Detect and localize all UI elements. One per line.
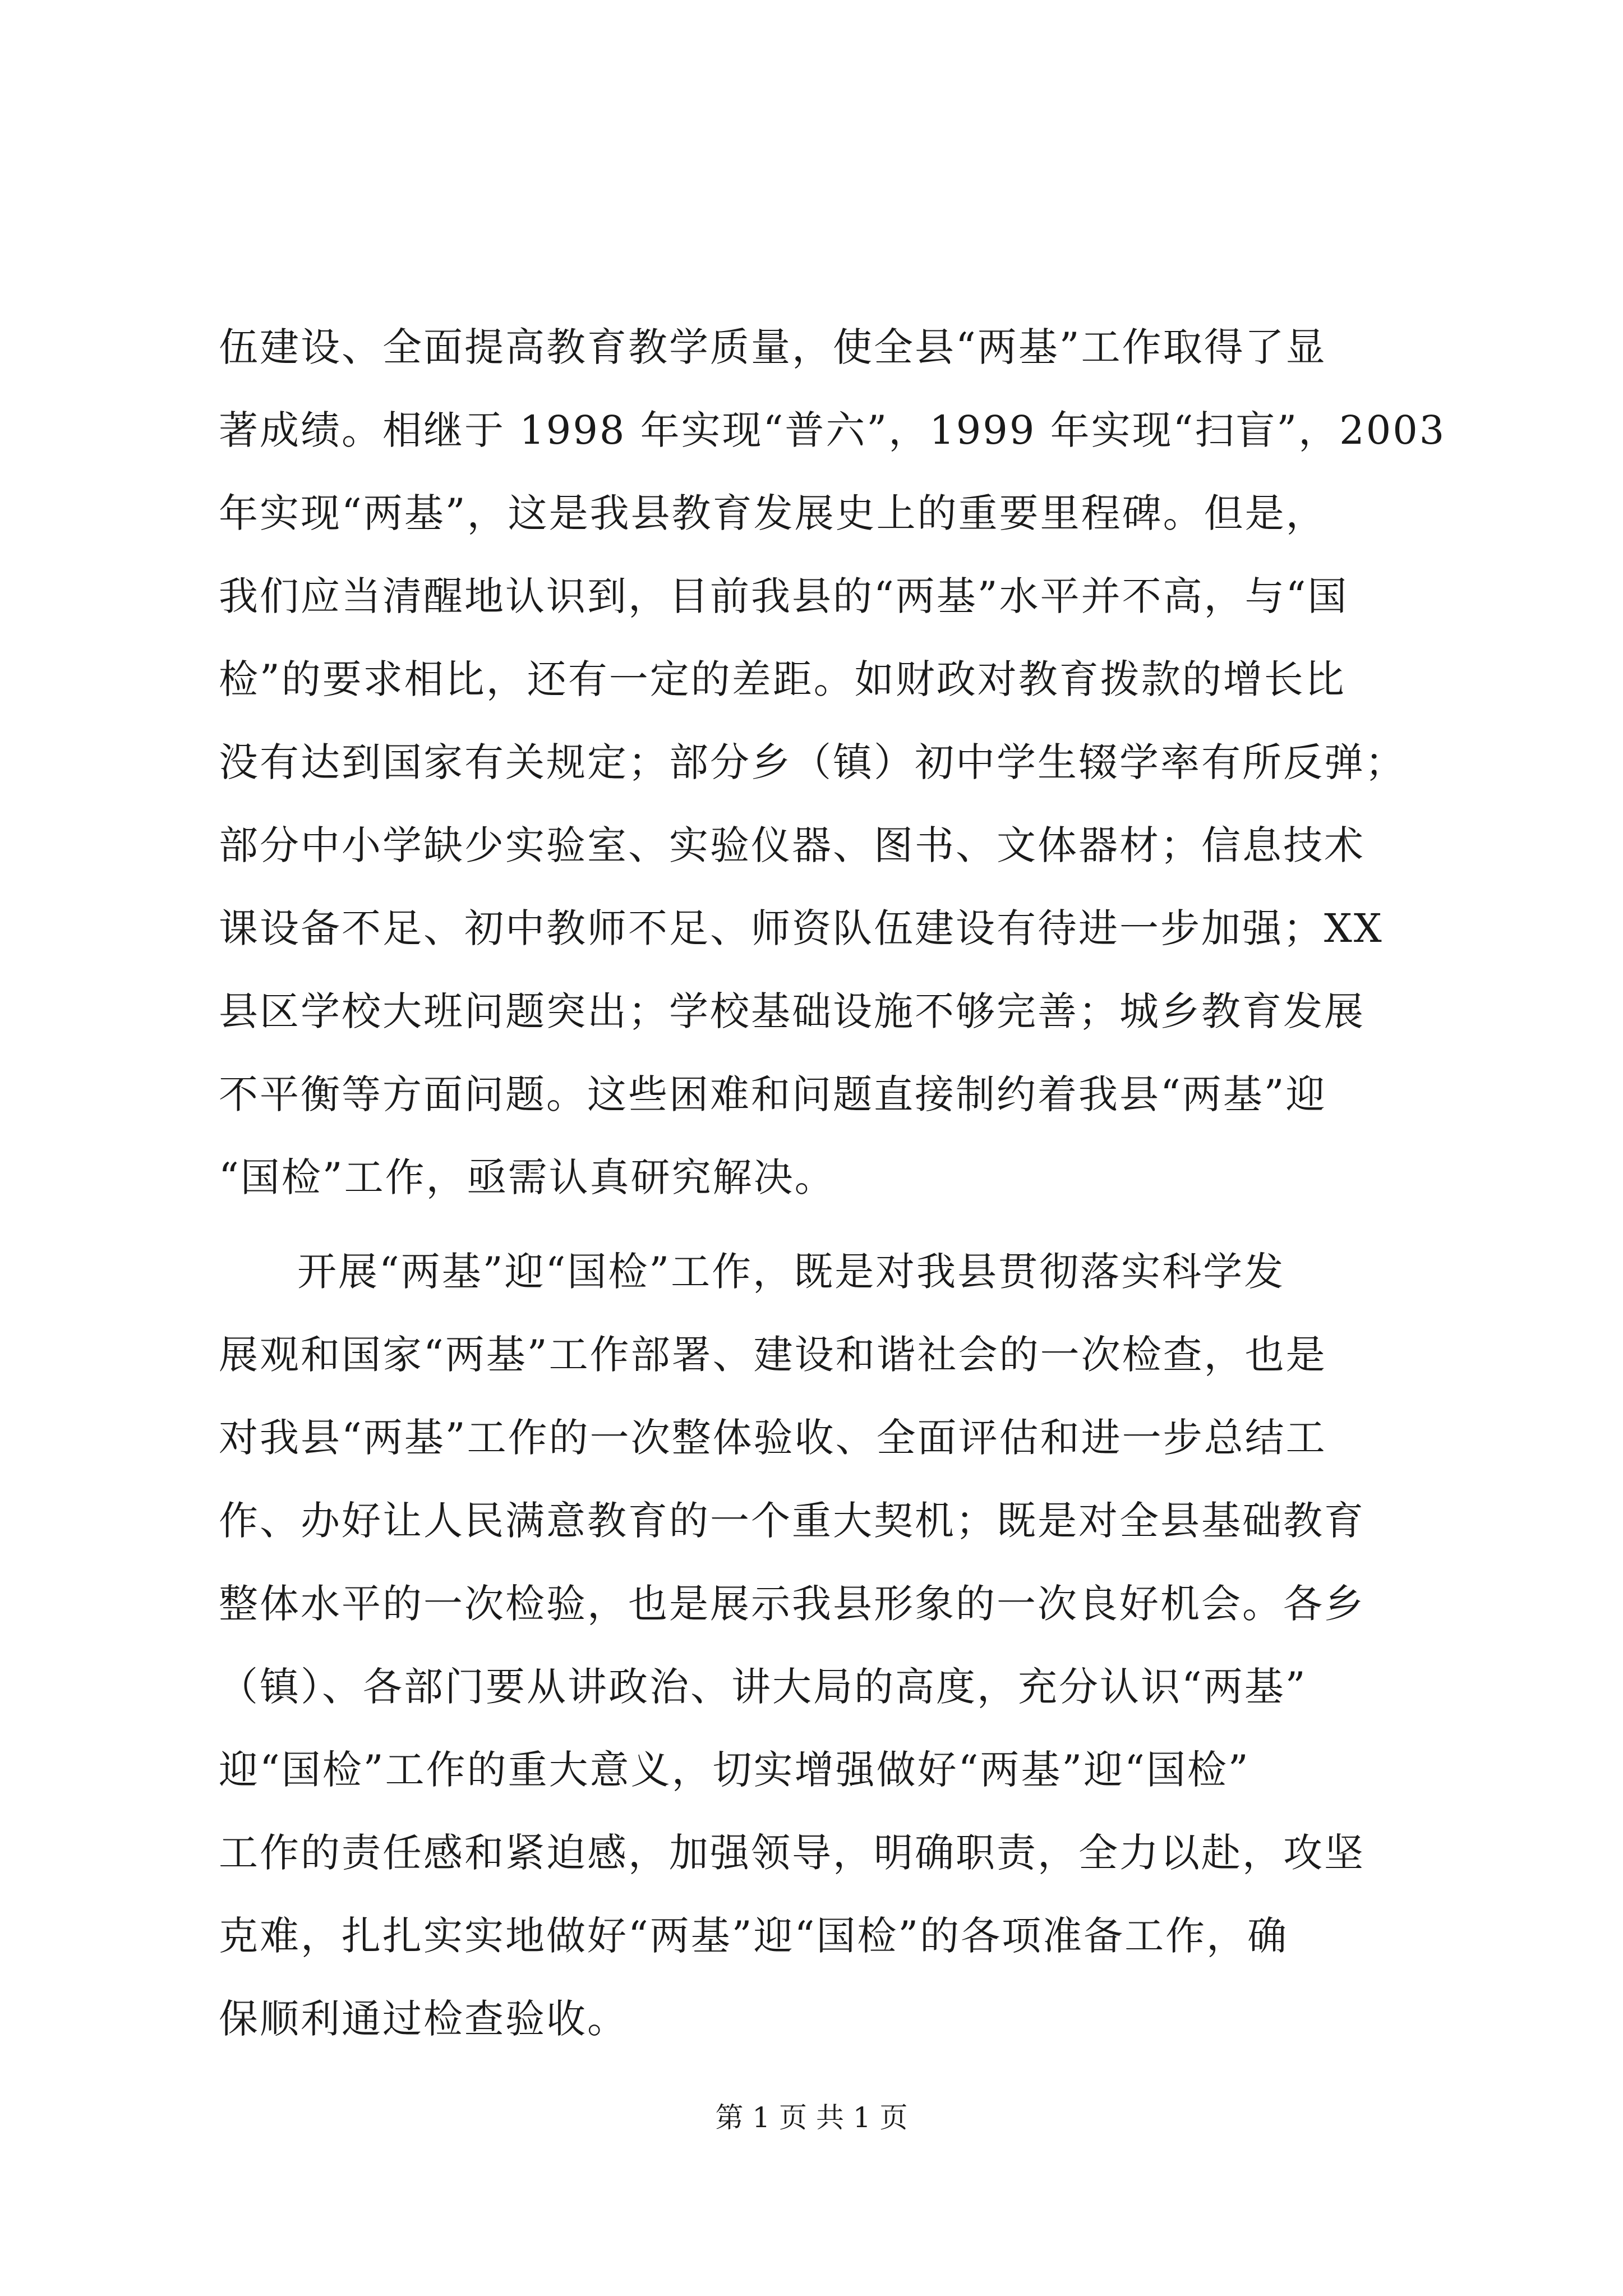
text-line: 迎“国检”工作的重大意义，切实增强做好“两基”迎“国检”	[219, 1747, 1250, 1793]
text-line: 著成绩。相继于 1998 年实现“普六”，1999 年实现“扫盲”，2003	[219, 407, 1446, 453]
text-line: 整体水平的一次检验，也是展示我县形象的一次良好机会。各乡	[219, 1581, 1365, 1627]
page-footer: 第 1 页 共 1 页	[715, 2101, 908, 2134]
text-line: “国检”工作，亟需认真研究解决。	[219, 1154, 836, 1200]
document-body	[219, 306, 1446, 2060]
text-line: （镇）、各部门要从讲政治、讲大局的高度，充分认识“两基”	[219, 1664, 1307, 1710]
text-line: 对我县“两基”工作的一次整体验收、全面评估和进一步总结工	[219, 1415, 1327, 1461]
text-line: 我们应当清醒地认识到，目前我县的“两基”水平并不高，与“国	[219, 573, 1349, 619]
text-line: 伍建设、全面提高教育教学质量，使全县“两基”工作取得了显	[219, 324, 1327, 370]
paragraph	[219, 1230, 1441, 2060]
text-line: 保顺利通过检查验收。	[219, 1996, 628, 2042]
text-line: 不平衡等方面问题。这些困难和问题直接制约着我县“两基”迎	[219, 1071, 1327, 1117]
paragraph	[219, 306, 1446, 1219]
paragraph-gap	[219, 1219, 1441, 1230]
text-line: 没有达到国家有关规定；部分乡（镇）初中学生辍学率有所反弹；	[219, 739, 1406, 785]
text-line: 克难，扎扎实实地做好“两基”迎“国检”的各项准备工作，确	[219, 1913, 1289, 1959]
text-line: 工作的责任感和紧迫感，加强领导，明确职责，全力以赴，攻坚	[219, 1830, 1365, 1876]
text-line: 课设备不足、初中教师不足、师资队伍建设有待进一步加强；XX	[219, 905, 1384, 951]
text-line: 开展“两基”迎“国检”工作，既是对我县贯彻落实科学发	[297, 1249, 1285, 1295]
text-line: 县区学校大班问题突出；学校基础设施不够完善；城乡教育发展	[219, 988, 1365, 1034]
text-line: 作、办好让人民满意教育的一个重大契机；既是对全县基础教育	[219, 1498, 1365, 1544]
text-line: 部分中小学缺少实验室、实验仪器、图书、文体器材；信息技术	[219, 822, 1365, 868]
text-line: 年实现“两基”，这是我县教育发展史上的重要里程碑。但是，	[219, 490, 1327, 536]
text-line: 展观和国家“两基”工作部署、建设和谐社会的一次检查，也是	[219, 1332, 1327, 1378]
text-line: 检”的要求相比，还有一定的差距。如财政对教育拨款的增长比	[219, 656, 1346, 702]
